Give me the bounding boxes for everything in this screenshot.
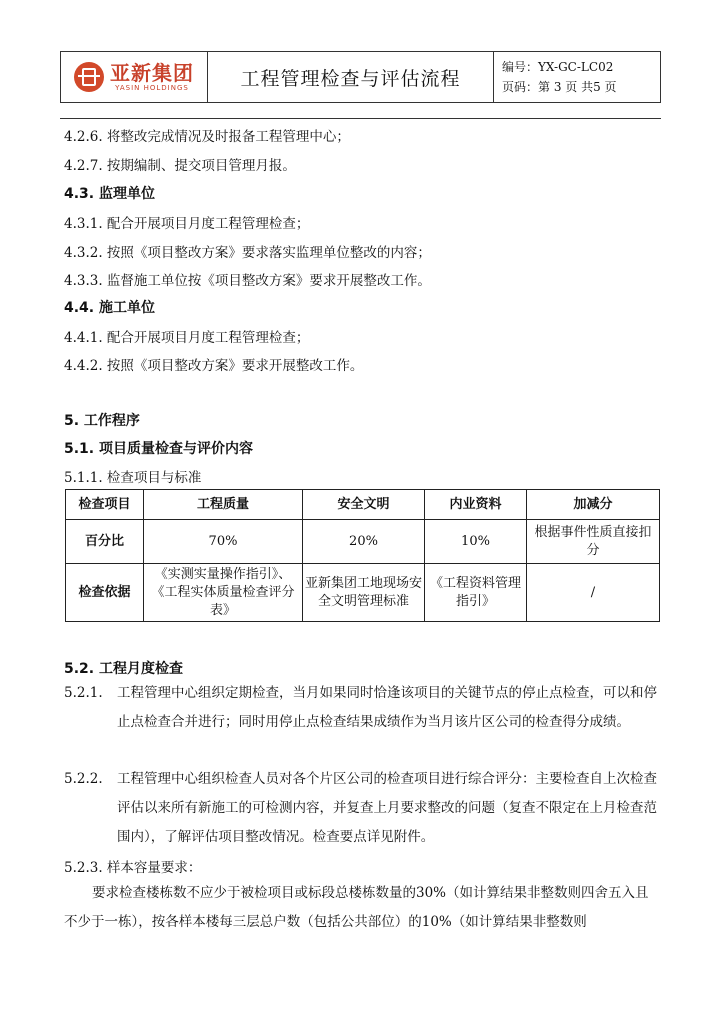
- clause-5-2-1-number: 5.2.1.: [64, 685, 103, 701]
- clause-4-3-3: 4.3.3. 监督施工单位按《项目整改方案》要求开展整改工作。: [64, 273, 431, 289]
- clause-4-3-1: 4.3.1. 配合开展项目月度工程管理检查；: [64, 216, 310, 232]
- table-cell: 根据事件性质直接扣分: [527, 520, 660, 564]
- table-header-cell: 工程质量: [144, 490, 303, 520]
- table-cell: 检查依据: [66, 564, 144, 622]
- document-meta: [494, 52, 660, 102]
- section-5-heading: 5. 工作程序: [64, 413, 140, 429]
- table-cell: 《实测实量操作指引》、《工程实体质量检查评分表》: [144, 564, 303, 622]
- clause-5-2-3-body: 要求检查楼栋数不应少于被检项目或标段总楼栋数量的30%（如计算结果非整数则四舍五入且不少于一栋），按各样本楼每三层总户数（包括公共部位）的10%（如计算结果非整数则: [64, 885, 649, 930]
- document-title: 工程管理检查与评估流程: [208, 52, 494, 102]
- clause-4-2-7: 4.2.7. 按期编制、提交项目管理月报。: [64, 158, 296, 174]
- table-cell: 百分比: [66, 520, 144, 564]
- table-header-cell: 检查项目: [66, 490, 144, 520]
- document-code: 编号：YX-GC-LC02: [502, 60, 614, 74]
- clause-5-2-1: 工程管理中心组织定期检查，当月如果同时恰逢该项目的关键节点的停止点检查，可以和停止点检查合并进行；同时用停止点检查结果成绩作为当月该片区公司的检查得分成绩。: [117, 685, 657, 730]
- table-row: [66, 564, 660, 622]
- inspection-standards-table: [65, 489, 660, 622]
- clause-4-4-1: 4.4.1. 配合开展项目月度工程管理检查；: [64, 330, 310, 346]
- table-cell: 《工程资料管理指引》: [425, 564, 527, 622]
- clause-5-1-1: 5.1.1. 检查项目与标准: [64, 470, 202, 486]
- table-cell: 20%: [303, 520, 425, 564]
- table-cell: 70%: [144, 520, 303, 564]
- logo-english-name: YASIN HOLDINGS: [115, 83, 189, 92]
- clause-4-3-2: 4.3.2. 按照《项目整改方案》要求落实监理单位整改的内容；: [64, 245, 431, 261]
- logo-chinese-name: 亚新集团: [110, 60, 194, 85]
- table-header-cell: 加减分: [527, 490, 660, 520]
- section-5-2-heading: 5.2. 工程月度检查: [64, 661, 183, 677]
- section-5-1-heading: 5.1. 项目质量检查与评价内容: [64, 441, 253, 457]
- table-header-cell: 安全文明: [303, 490, 425, 520]
- section-4-3-heading: 4.3. 监理单位: [64, 186, 155, 202]
- logo-icon: [74, 62, 104, 92]
- company-logo: [61, 52, 208, 102]
- table-header-row: [66, 490, 660, 520]
- table-header-cell: 内业资料: [425, 490, 527, 520]
- table-cell: 亚新集团工地现场安全文明管理标准: [303, 564, 425, 622]
- table-cell: 10%: [425, 520, 527, 564]
- document-header: [60, 51, 661, 103]
- clause-5-2-2-number: 5.2.2.: [64, 771, 103, 787]
- clause-5-2-2: 工程管理中心组织检查人员对各个片区公司的检查项目进行综合评分：主要检查自上次检查评估以来所有新施工的可检测内容，并复查上月要求整改的问题（复查不限定在上月检查范围内），了解评估项目整改情况。检查要点详见附件。: [117, 771, 657, 845]
- clause-4-4-2: 4.4.2. 按照《项目整改方案》要求开展整改工作。: [64, 358, 364, 374]
- section-4-4-heading: 4.4. 施工单位: [64, 300, 155, 316]
- page-number: 页码：第 3 页 共5 页: [502, 80, 617, 94]
- clause-5-2-3: 5.2.3. 样本容量要求：: [64, 860, 202, 876]
- clause-4-2-6: 4.2.6. 将整改完成情况及时报备工程管理中心；: [64, 129, 350, 145]
- header-divider: [60, 118, 661, 119]
- table-cell: /: [527, 564, 660, 622]
- table-row: [66, 520, 660, 564]
